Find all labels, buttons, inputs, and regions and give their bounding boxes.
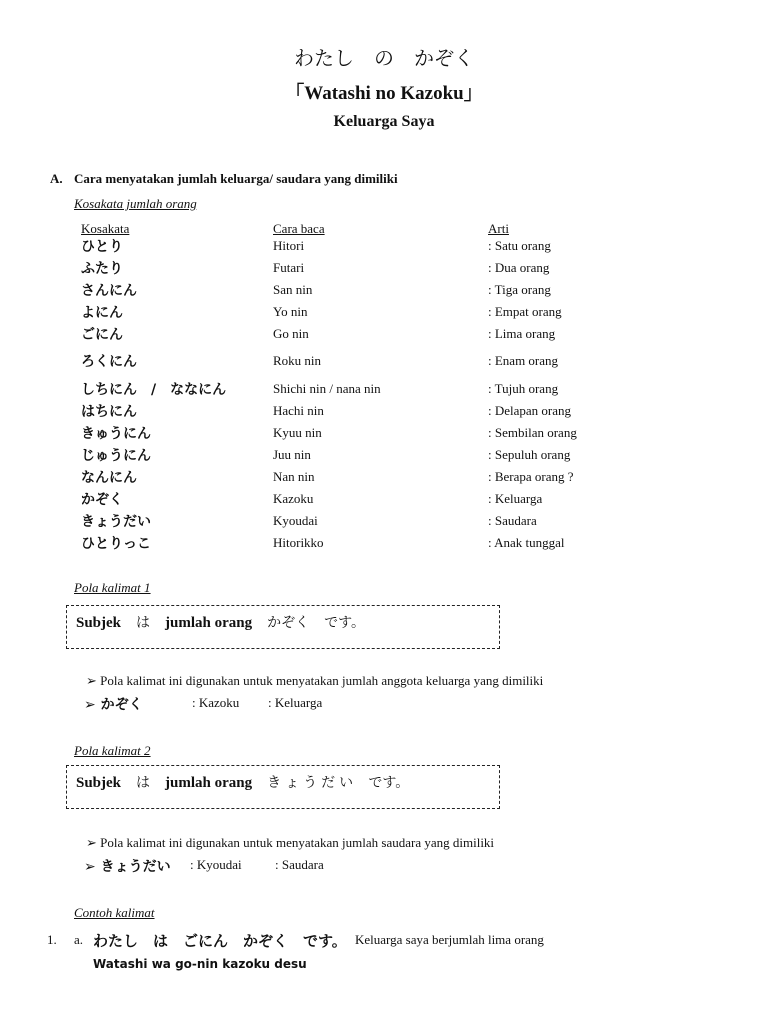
formula-count: jumlah orang	[165, 615, 253, 631]
vocab-reading: Kyuu nin	[273, 425, 322, 440]
title-romaji: 「Watashi no Kazoku」	[285, 83, 483, 104]
vocab-reading: Futari	[273, 260, 305, 275]
vocab-subheading: Kosakata jumlah orang	[74, 196, 197, 211]
title-japanese: わたし の かぞく	[294, 46, 474, 70]
vocab-meaning: : Satu orang	[488, 238, 551, 253]
vocab-meaning: : Tiga orang	[488, 282, 551, 297]
examples-label: Contoh kalimat	[74, 905, 155, 920]
vocab-kana: しちにん / ななにん	[81, 382, 227, 398]
pattern1-note	[86, 673, 543, 689]
vocab-kana: ひとり	[81, 239, 123, 255]
vocab-reading: Kazoku	[273, 491, 314, 506]
word-reading: : Kyoudai	[190, 857, 242, 872]
formula-noun: かぞく	[267, 615, 310, 631]
pattern2-note	[86, 835, 494, 851]
vocab-kana: ろくにん	[81, 354, 137, 370]
vocab-kana: はちにん	[81, 404, 137, 420]
vocab-meaning: : Dua orang	[488, 260, 550, 275]
pattern1-formula	[76, 612, 365, 632]
vocab-reading: Roku nin	[273, 353, 322, 368]
vocab-meaning: : Sembilan orang	[488, 425, 577, 440]
word-kana: きょうだい	[100, 859, 171, 875]
example-number: 1.	[47, 932, 57, 947]
header-cara-baca: Cara baca	[273, 221, 325, 236]
vocab-meaning: : Enam orang	[488, 353, 559, 368]
vocab-reading: Hachi nin	[273, 403, 324, 418]
vocab-meaning: : Delapan orang	[488, 403, 572, 418]
pattern1-label: Pola kalimat 1	[74, 580, 151, 595]
header-kosakata: Kosakata	[81, 221, 130, 236]
formula-wa: は	[136, 775, 151, 791]
vocab-kana: ひとりっこ	[81, 536, 151, 552]
vocab-meaning: : Keluarga	[488, 491, 543, 506]
vocab-kana: きゅうにん	[81, 426, 151, 442]
note-text: Pola kalimat ini digunakan untuk menyatakan jumlah anggota keluarga yang dimiliki	[100, 673, 544, 688]
formula-noun: きょうだい	[267, 775, 358, 791]
arrow-bullet-icon: ➢	[84, 859, 101, 875]
word-meaning: : Saudara	[275, 857, 324, 872]
example-translation: Keluarga saya berjumlah lima orang	[355, 932, 544, 947]
pattern1-word	[84, 694, 143, 714]
vocab-kana: よにん	[81, 305, 123, 321]
formula-desu: です。	[324, 615, 366, 631]
vocab-reading: Hitori	[273, 238, 305, 253]
header-arti: Arti	[488, 221, 509, 236]
vocab-kana: ごにん	[81, 327, 123, 343]
vocab-kana: なんにん	[81, 470, 137, 486]
vocab-meaning: : Sepuluh orang	[488, 447, 571, 462]
vocab-reading: Kyoudai	[273, 513, 318, 528]
formula-desu: です。	[368, 775, 410, 791]
vocab-meaning: : Berapa orang ?	[488, 469, 574, 484]
pattern2-label: Pola kalimat 2	[74, 743, 151, 758]
pattern2-word	[84, 856, 171, 876]
vocab-kana: じゅうにん	[81, 448, 151, 464]
vocab-meaning: : Anak tunggal	[488, 535, 565, 550]
note-text: Pola kalimat ini digunakan untuk menyatakan jumlah saudara yang dimiliki	[100, 835, 495, 850]
section-heading: Cara menyatakan jumlah keluarga/ saudara yang dimiliki	[74, 171, 398, 186]
example-letter: a.	[74, 932, 84, 947]
word-kana: かぞく	[100, 697, 143, 713]
vocab-kana: さんにん	[81, 283, 137, 299]
title-indonesian: Keluarga Saya	[333, 113, 435, 130]
section-marker: A.	[50, 171, 63, 186]
arrow-bullet-icon: ➢	[86, 835, 101, 850]
arrow-bullet-icon: ➢	[86, 673, 101, 688]
formula-subject: Subjek	[76, 775, 122, 791]
word-reading: : Kazoku	[192, 695, 240, 710]
arrow-bullet-icon: ➢	[84, 697, 101, 713]
vocab-meaning: : Saudara	[488, 513, 537, 528]
formula-count: jumlah orang	[165, 775, 253, 791]
vocab-reading: Nan nin	[273, 469, 315, 484]
pattern2-formula	[76, 772, 409, 792]
vocab-kana: きょうだい	[81, 514, 151, 530]
pattern2-box	[66, 765, 500, 809]
vocab-kana: かぞく	[81, 492, 123, 508]
vocab-meaning: : Lima orang	[488, 326, 556, 341]
word-meaning: : Keluarga	[268, 695, 323, 710]
formula-subject: Subjek	[76, 615, 122, 631]
vocab-kana: ふたり	[81, 261, 123, 277]
vocab-reading: San nin	[273, 282, 313, 297]
pattern1-box	[66, 605, 500, 649]
formula-wa: は	[136, 615, 151, 631]
vocab-reading: Hitorikko	[273, 535, 324, 550]
vocab-reading: Go nin	[273, 326, 309, 341]
vocab-meaning: : Tujuh orang	[488, 381, 559, 396]
vocab-reading: Juu nin	[273, 447, 311, 462]
vocab-meaning: : Empat orang	[488, 304, 562, 319]
vocab-reading: Yo nin	[273, 304, 308, 319]
example-romaji: Watashi wa go-nin kazoku desu	[93, 957, 307, 971]
example-japanese: わたし は ごにん かぞく です。	[93, 932, 347, 950]
vocab-reading: Shichi nin / nana nin	[273, 381, 381, 396]
